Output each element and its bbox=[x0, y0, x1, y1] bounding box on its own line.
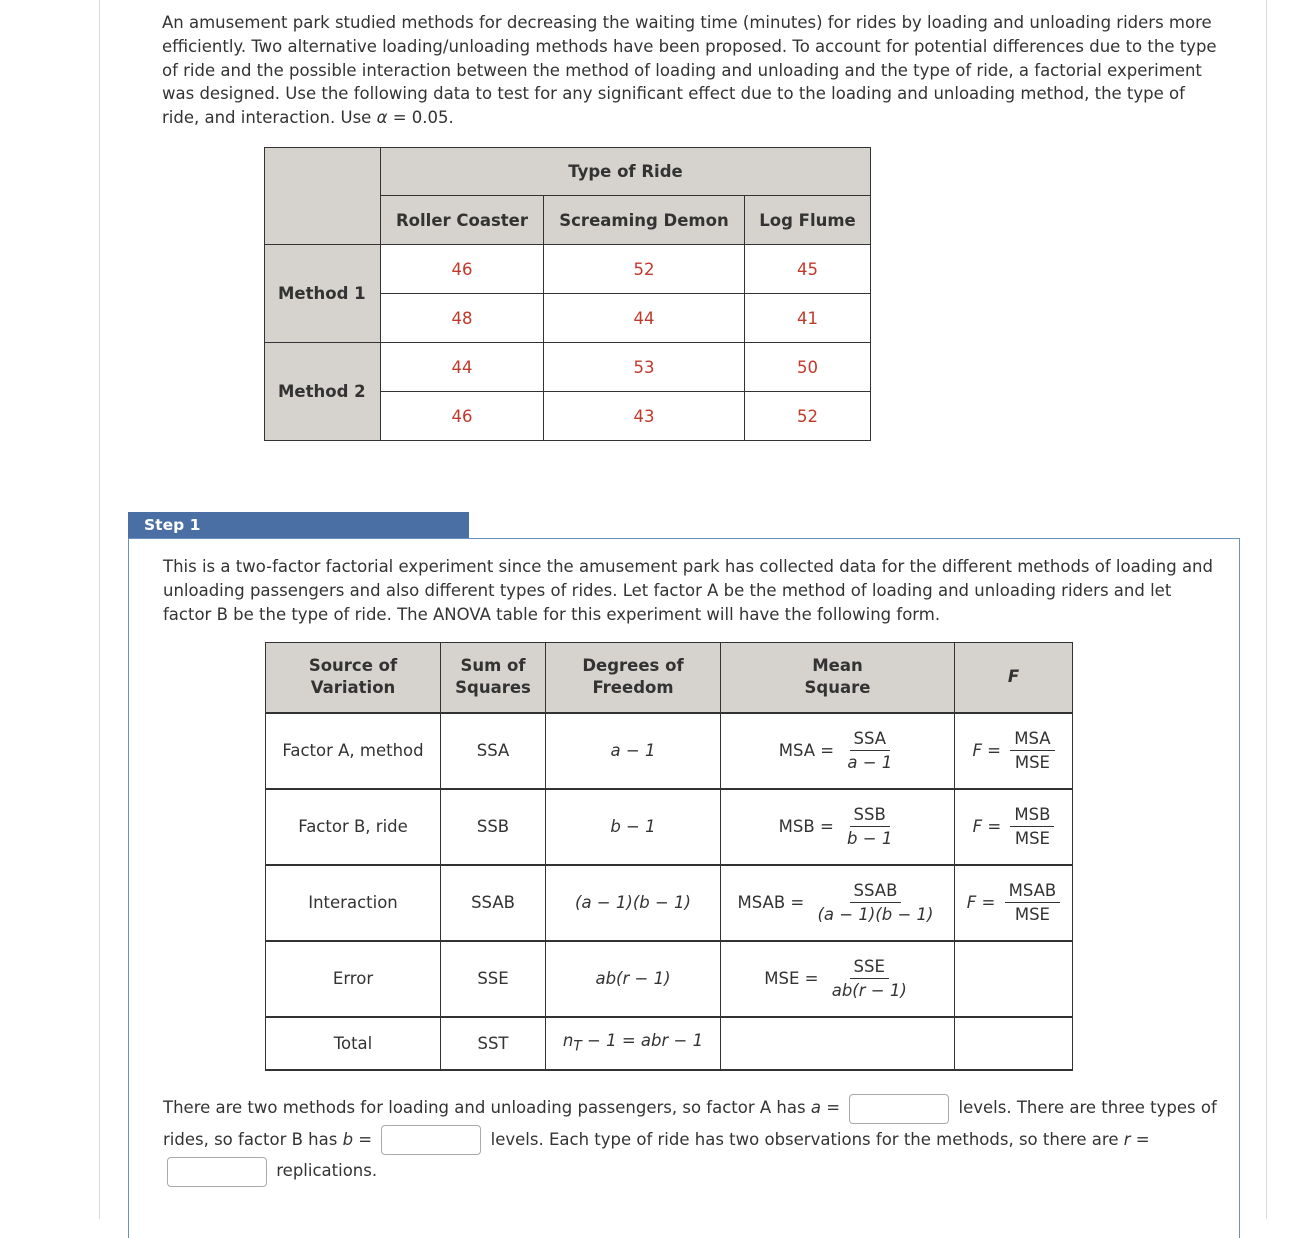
header-sum-of-squares: Sum of Squares bbox=[441, 643, 546, 713]
ms-cell: MSE = $\frac{\text{SSE}}{ab(r - 1)}$ bbox=[721, 941, 955, 1017]
header-f: F bbox=[955, 643, 1073, 713]
answer-paragraph: There are two methods for loading and unloading passengers, so factor A has a = levels. There are three types of rides, so factor B has b = levels. Each type of ride has two observations for the methods, so there are r = replications. bbox=[163, 1092, 1223, 1187]
df-cell: a − 1 bbox=[546, 713, 721, 789]
ms-cell: MSB = $\frac{\text{SSB}}{b - 1}$ bbox=[721, 789, 955, 865]
step-tab: Step 1 bbox=[128, 512, 469, 538]
source-cell: Interaction bbox=[266, 865, 441, 941]
data-cell: 46 bbox=[381, 245, 544, 294]
f-cell: F = $\frac{\text{MSA}}{\text{MSE}}$ bbox=[955, 713, 1073, 789]
anova-row-factor-a bbox=[266, 713, 1073, 789]
ss-cell: SSE bbox=[441, 941, 546, 1017]
data-table bbox=[264, 147, 871, 441]
anova-row-interaction bbox=[266, 865, 1073, 941]
data-cell: 50 bbox=[745, 343, 871, 392]
problem-statement: An amusement park studied methods for decreasing the waiting time (minutes) for rides by loading and unloading riders more efficiently. Two alternative loading/unloading methods have been proposed. To account for potential differences due to the type of ride and the possible interaction between the method of loading and unloading and the type of ride, a factorial experiment was designed. Use the following data to test for any significant effect due to the loading and unloading method, the type of ride, and interaction. Use α = 0.05. bbox=[162, 13, 1217, 128]
a-levels-input[interactable] bbox=[849, 1094, 949, 1124]
ss-cell: SSB bbox=[441, 789, 546, 865]
data-cell: 52 bbox=[745, 392, 871, 441]
f-cell: F = $\frac{\text{MSAB}}{\text{MSE}}$ bbox=[955, 865, 1073, 941]
data-cell: 44 bbox=[544, 294, 745, 343]
col-header-roller-coaster: Roller Coaster bbox=[381, 196, 544, 245]
data-cell: 41 bbox=[745, 294, 871, 343]
ss-cell: SSA bbox=[441, 713, 546, 789]
header-source: Source of Variation bbox=[266, 643, 441, 713]
df-cell: ab(r − 1) bbox=[546, 941, 721, 1017]
ms-cell-empty bbox=[721, 1017, 955, 1070]
anova-row-factor-b bbox=[266, 789, 1073, 865]
step-explanation: This is a two-factor factorial experiment since the amusement park has collected data for the different methods of loading and unloading passengers and also different types of rides. Let factor A be the method of loading and unloading riders and let factor B be the type of ride. The ANOVA table for this experiment will have the following form. bbox=[163, 557, 1213, 624]
ms-cell: MSA = $\frac{\text{SSA}}{a - 1}$ bbox=[721, 713, 955, 789]
data-cell: 52 bbox=[544, 245, 745, 294]
anova-table bbox=[265, 642, 1073, 1071]
df-cell: $n_T - 1$ = abr − 1 bbox=[546, 1017, 721, 1070]
b-levels-input[interactable] bbox=[381, 1125, 481, 1155]
ss-cell: SSAB bbox=[441, 865, 546, 941]
f-cell-empty bbox=[955, 1017, 1073, 1070]
header-mean-square: Mean Square bbox=[721, 643, 955, 713]
col-header-log-flume: Log Flume bbox=[745, 196, 871, 245]
col-header-screaming-demon: Screaming Demon bbox=[544, 196, 745, 245]
data-cell: 53 bbox=[544, 343, 745, 392]
data-cell: 44 bbox=[381, 343, 544, 392]
source-cell: Total bbox=[266, 1017, 441, 1070]
f-cell: F = $\frac{\text{MSB}}{\text{MSE}}$ bbox=[955, 789, 1073, 865]
r-replications-input[interactable] bbox=[167, 1157, 267, 1187]
corner-cell bbox=[265, 148, 381, 245]
data-cell: 43 bbox=[544, 392, 745, 441]
header-degrees-of-freedom: Degrees of Freedom bbox=[546, 643, 721, 713]
data-cell: 48 bbox=[381, 294, 544, 343]
source-cell: Factor A, method bbox=[266, 713, 441, 789]
ss-cell: SST bbox=[441, 1017, 546, 1070]
source-cell: Factor B, ride bbox=[266, 789, 441, 865]
anova-row-total bbox=[266, 1017, 1073, 1070]
source-cell: Error bbox=[266, 941, 441, 1017]
ms-cell: MSAB = $\frac{\text{SSAB}}{(a - 1)(b - 1)}$ bbox=[721, 865, 955, 941]
f-cell-empty bbox=[955, 941, 1073, 1017]
row-header-method-2: Method 2 bbox=[265, 343, 381, 441]
df-cell: b − 1 bbox=[546, 789, 721, 865]
row-header-method-1: Method 1 bbox=[265, 245, 381, 343]
anova-row-error bbox=[266, 941, 1073, 1017]
data-cell: 45 bbox=[745, 245, 871, 294]
df-cell: (a − 1)(b − 1) bbox=[546, 865, 721, 941]
data-cell: 46 bbox=[381, 392, 544, 441]
group-header: Type of Ride bbox=[381, 148, 871, 196]
